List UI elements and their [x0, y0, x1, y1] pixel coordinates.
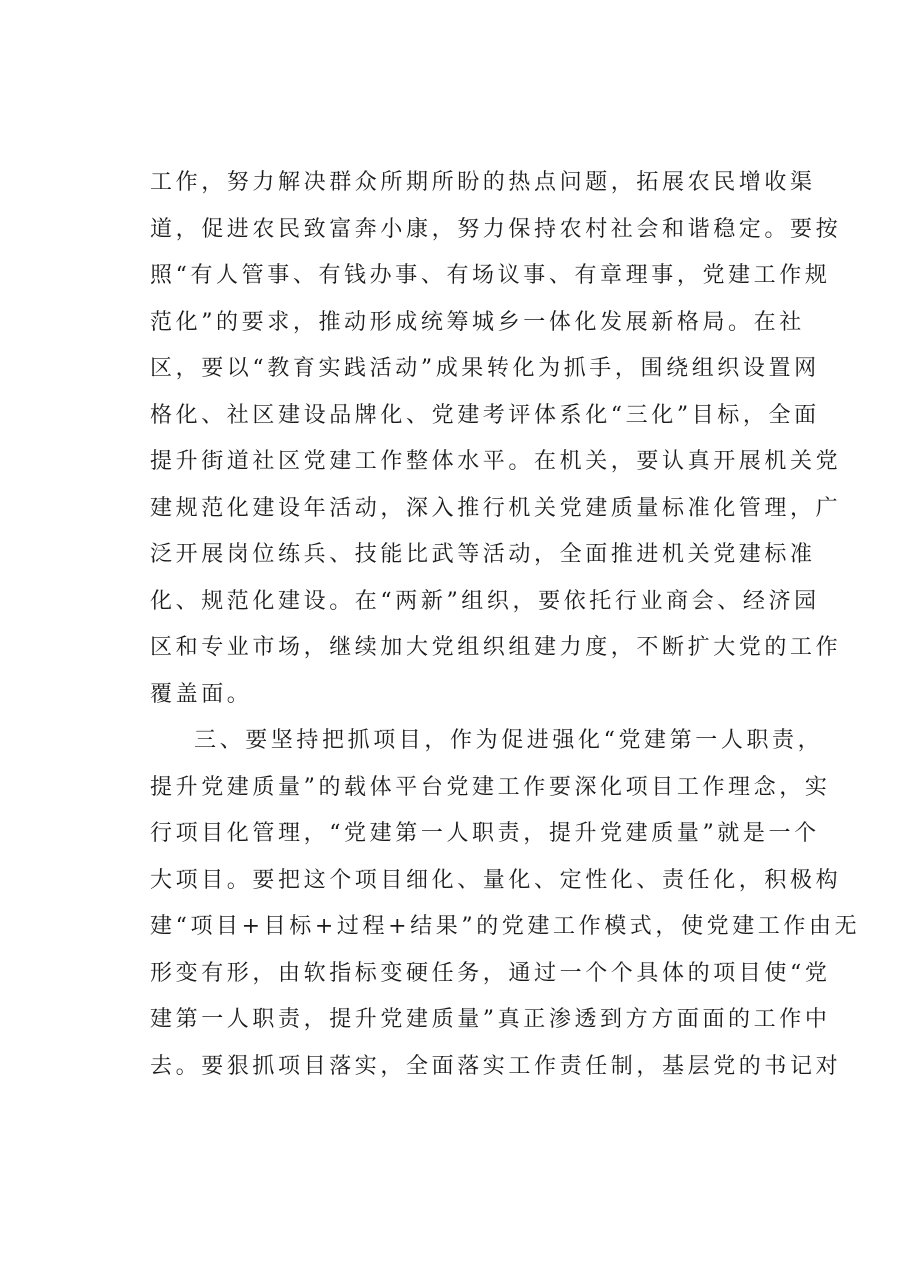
text-line: 化、规范化建设。在“两新”组织，要依托行业商会、经济园 — [150, 588, 820, 614]
text-line: 行项目化管理，“党建第一人职责，提升党建质量”就是一个 — [150, 821, 820, 846]
paragraph-2 — [150, 718, 861, 1090]
text-line: 提升党建质量”的载体平台党建工作要深化项目工作理念，实 — [150, 774, 831, 800]
text-line: 建“项目+目标+过程+结果”的党建工作模式，使党建工作由无 — [150, 914, 861, 939]
text-line: 提升街道社区党建工作整体水平。在机关，要认真开展机关党 — [150, 449, 842, 474]
text-line: 泛开展岗位练兵、技能比武等活动，全面推进机关党建标准 — [150, 542, 816, 567]
text-line: 去。要狠抓项目落实，全面落实工作责任制，基层党的书记对 — [150, 1053, 842, 1079]
text-line: 形变有形，由软指标变硬任务，通过一个个具体的项目使“党 — [150, 960, 831, 986]
text-line: 建第一人职责，提升党建质量”真正渗透到方方面面的工作中 — [150, 1007, 831, 1032]
text-line: 范化”的要求，推动形成统筹城乡一体化发展新格局。在社 — [150, 309, 805, 335]
text-line: 建规范化建设年活动，深入推行机关党建质量标准化管理，广 — [150, 495, 842, 521]
paragraph-1 — [150, 160, 842, 718]
text-line: 覆盖面。 — [150, 681, 253, 707]
text-line: 区，要以“教育实践活动”成果转化为抓手，围绕组织设置网 — [150, 356, 820, 381]
text-line: 区和专业市场，继续加大党组织组建力度，不断扩大党的工作 — [150, 635, 842, 660]
document-body — [150, 160, 861, 1090]
text-line: 格化、社区建设品牌化、党建考评体系化“三化”目标，全面 — [150, 402, 820, 428]
text-line: 三、要坚持把抓项目，作为促进强化“党建第一人职责， — [194, 728, 824, 753]
text-line: 照“有人管事、有钱办事、有场议事、有章理事，党建工作规 — [150, 263, 831, 288]
text-line: 道，促进农民致富奔小康，努力保持农村社会和谐稳定。要按 — [150, 216, 842, 242]
text-line: 工作，努力解决群众所期所盼的热点问题，拓展农民增收渠 — [150, 170, 816, 195]
text-line: 大项目。要把这个项目细化、量化、定性化、责任化，积极构 — [150, 867, 842, 893]
